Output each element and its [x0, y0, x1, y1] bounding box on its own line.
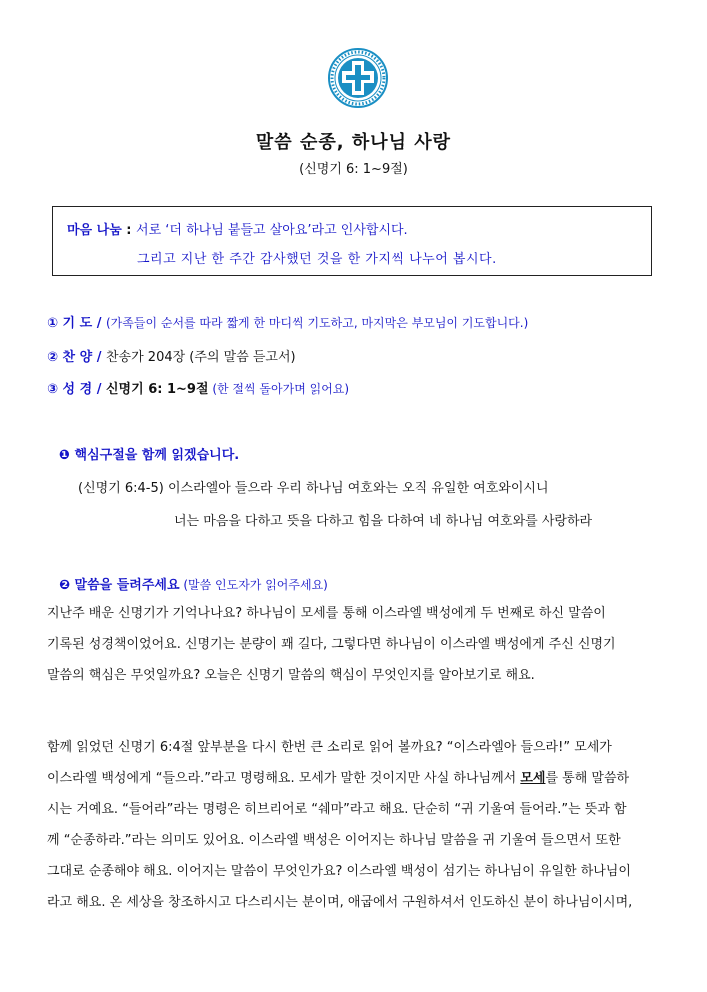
paragraph-2 — [47, 732, 655, 918]
order-text: 찬송가 204장 (주의 말씀 듣고서) — [106, 350, 296, 365]
paragraph-text: 이스라엘 백성에게 “들으라.”라고 명령해요. 모세가 말한 것이지만 사실 하나님께서 — [47, 771, 521, 786]
share-text-1: 서로 ‘더 하나님 붙들고 살아요’라고 인사합시다. — [136, 223, 408, 238]
order-scripture — [47, 378, 349, 397]
paragraph-line-with-emphasis — [47, 763, 655, 794]
paragraph-line: 기록된 성경책이었어요. 신명기는 분량이 꽤 길다, 그렇다면 하나님이 이스라엘 백성에게 주신 신명기 — [47, 637, 616, 652]
order-num: ① 기 도 — [47, 316, 93, 331]
paragraph-line: 함께 읽었던 신명기 6:4절 앞부분을 다시 한번 큰 소리로 읽어 볼까요? “이스라엘아 들으라!” 모세가 — [47, 740, 612, 755]
paragraph-line: 지난주 배운 신명기가 기억나나요? 하나님이 모세를 통해 이스라엘 백성에게 두 번째로 하신 말씀이 — [47, 606, 606, 621]
section2-heading-note: (말씀 인도자가 읽어주세요) — [179, 578, 328, 592]
section2-heading-row — [59, 574, 328, 593]
page-subtitle: (신명기 6: 1~9절) — [299, 162, 408, 177]
order-sep: / — [92, 350, 106, 365]
share-text-2: 그리고 지난 한 주간 감사했던 것을 한 가지씩 나누어 봅시다. — [137, 252, 497, 267]
order-sep: / — [92, 316, 106, 331]
paragraph-line: 라고 해요. 온 세상을 창조하시고 다스리시는 분이며, 애굽에서 구원하셔서 인도하신 분이 하나님이시며, — [47, 895, 633, 910]
paragraph-text: 를 통해 말씀하 — [545, 771, 630, 786]
share-label: 마음 나눔 — [67, 223, 122, 238]
order-prayer — [47, 312, 528, 331]
order-num: ② 찬 양 — [47, 350, 93, 365]
section2-heading: ❷ 말씀을 들려주세요 — [59, 578, 180, 593]
order-num: ③ 성 경 — [47, 382, 93, 397]
paragraph-line: 께 “순종하라.”라는 의미도 있어요. 이스라엘 백성은 이어지는 하나님 말씀을 귀 기울여 들으면서 또한 — [47, 833, 621, 848]
share-colon: : — [121, 223, 137, 238]
paragraph-line: 말씀의 핵심은 무엇일까요? 오늘은 신명기 말씀의 핵심이 무엇인지를 알아보기로 해요. — [47, 668, 535, 683]
verse-line-2: 너는 마음을 다하고 뜻을 다하고 힘을 다하여 네 하나님 여호와를 사랑하라 — [174, 514, 593, 529]
emphasis-moses: 모세 — [520, 771, 546, 786]
church-emblem-cross-icon — [327, 47, 389, 109]
order-sep: / — [92, 382, 106, 397]
paragraph-1 — [47, 598, 655, 691]
order-note: (가족들이 순서를 따라 짧게 한 마디씩 기도하고, 마지막은 부모님이 기도합니다.) — [106, 316, 529, 330]
paragraph-line: 시는 거예요. “들어라”라는 명령은 히브리어로 “쉐마”라고 해요. 단순히 “귀 기울여 들어라.”는 뜻과 함 — [47, 802, 627, 817]
order-note: (한 절씩 돌아가며 읽어요) — [208, 382, 350, 396]
page-title: 말씀 순종, 하나님 사랑 — [255, 132, 452, 153]
share-box — [52, 206, 652, 276]
paragraph-line: 그대로 순종해야 해요. 이어지는 말씀이 무엇인가요? 이스라엘 백성이 섬기는 하나님이 유일한 하나님이 — [47, 864, 631, 879]
share-line-1 — [67, 219, 408, 238]
order-praise — [47, 346, 296, 365]
order-text: 신명기 6: 1~9절 — [106, 382, 209, 397]
section1-heading: ❶ 핵심구절을 함께 읽겠습니다. — [59, 448, 240, 463]
verse-line-1: (신명기 6:4-5) 이스라엘아 들으라 우리 하나님 여호와는 오직 유일한 여호와이시니 — [78, 481, 549, 496]
